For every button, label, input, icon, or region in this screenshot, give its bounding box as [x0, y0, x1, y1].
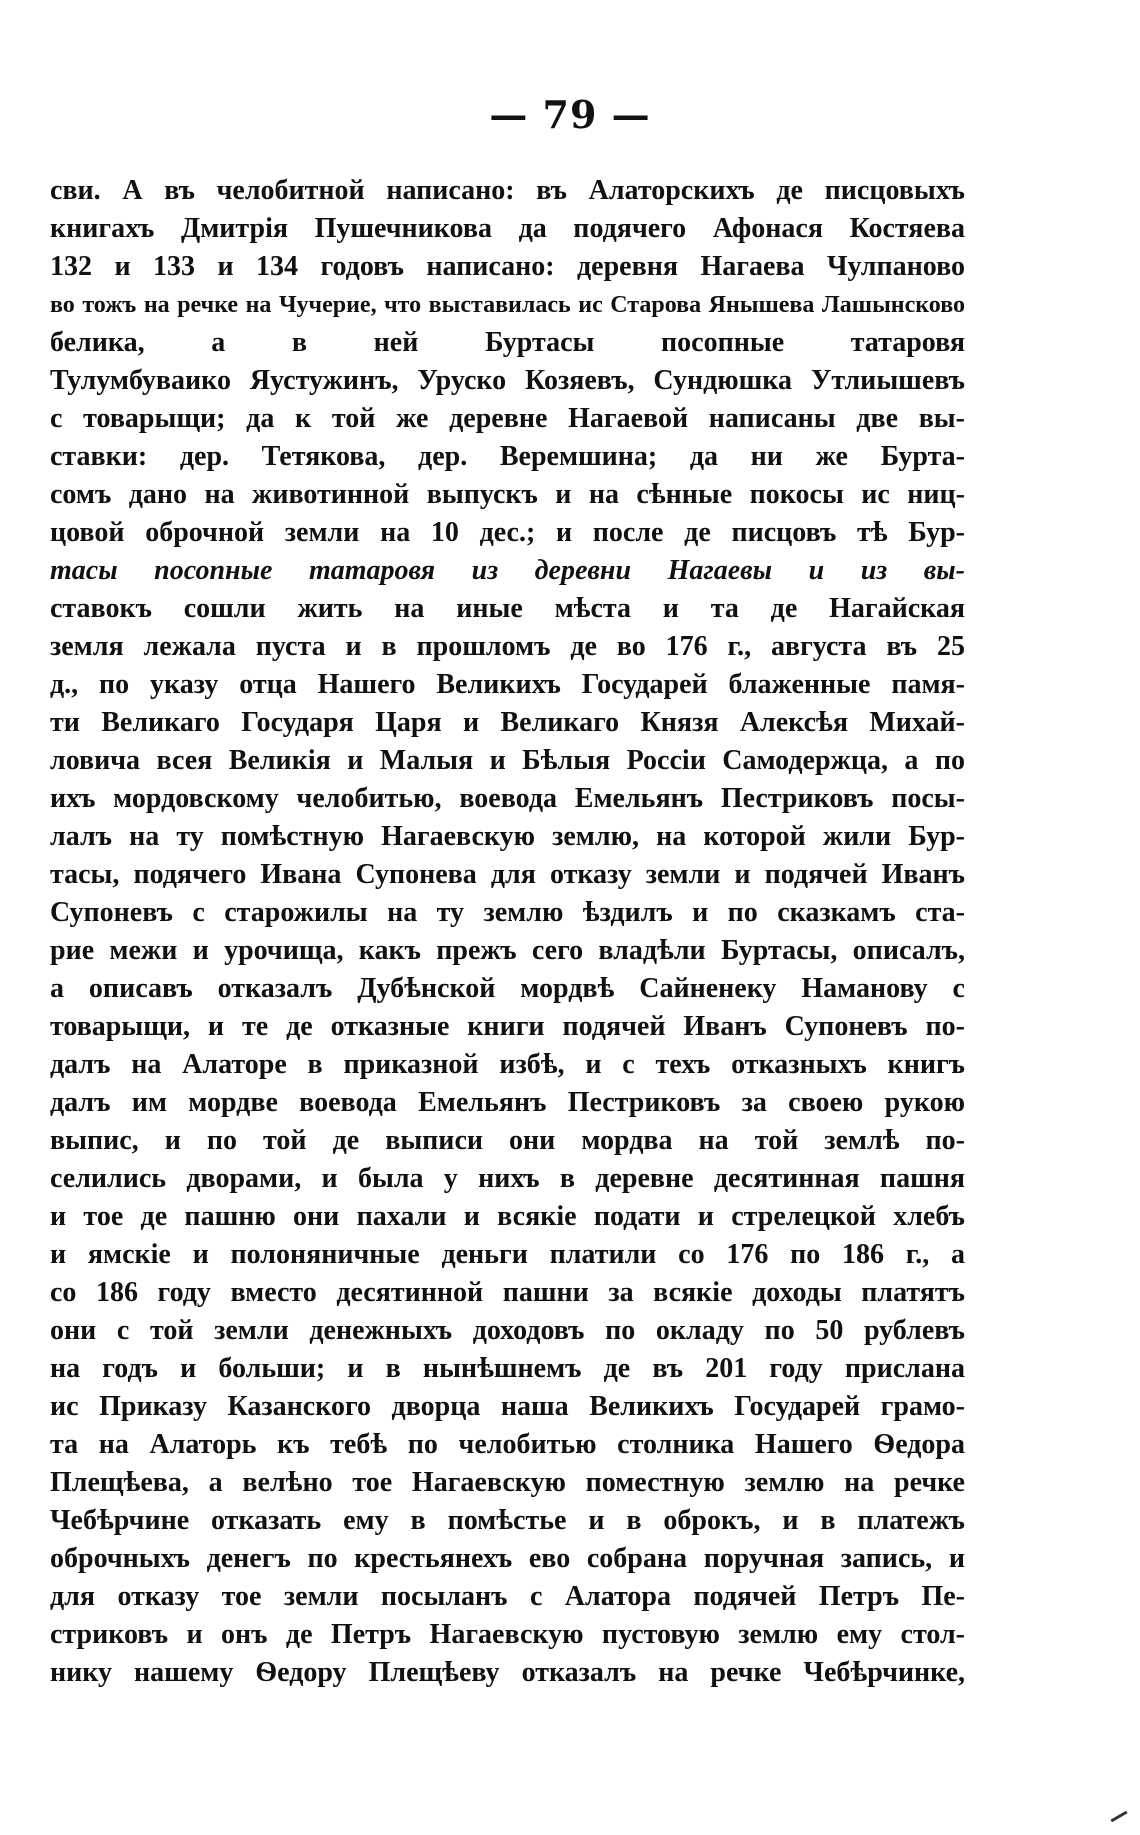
- text-line: стриковъ и онъ де Петръ Нагаевскую пустовую землю ему стол-: [50, 1619, 965, 1650]
- text-line: оброчныхъ денегъ по крестьянехъ ево собрана поручная запись, и: [50, 1543, 965, 1574]
- page-number: — 79 —: [489, 92, 651, 137]
- body-text: [50, 172, 965, 1692]
- text-line: ставокъ сошли жить на иные мѣста и та де Нагайская: [50, 593, 965, 624]
- text-line: и тое де пашню они пахали и всякіе подати и стрелецкой хлебъ: [50, 1201, 965, 1232]
- text-line: товарыщи, и те де отказные книги подячей Иванъ Супоневъ по-: [50, 1011, 965, 1042]
- text-line: селились дворами, и была у нихъ в деревне десятинная пашня: [50, 1163, 965, 1194]
- text-line: во тожъ на речке на Чучерие, что выставилась ис Старова Янышева Лашынсково: [50, 292, 965, 318]
- text-line: ти Великаго Государя Царя и Великаго Князя Алексѣя Михай-: [50, 707, 965, 738]
- text-line: они с той земли денежныхъ доходовъ по окладу по 50 рублевъ: [50, 1315, 965, 1346]
- text-line: а описавъ отказалъ Дубѣнской мордвѣ Сайненеку Наманову с: [50, 973, 965, 1004]
- text-line: Чебѣрчине отказать ему в помѣстье и в оброкъ, и в платежъ: [50, 1505, 965, 1536]
- text-line: 132 и 133 и 134 годовъ написано: деревня Нагаева Чулпаново: [50, 251, 965, 282]
- text-line: Супоневъ с старожилы на ту землю ѣздилъ и по сказкамъ ста-: [50, 897, 965, 928]
- text-line: рие межи и урочища, какъ прежъ сего владѣли Буртасы, описалъ,: [50, 935, 965, 966]
- text-line: цовой оброчной земли на 10 дес.; и после де писцовъ тѣ Бур-: [50, 517, 965, 548]
- text-line: нику нашему Ѳедору Плещѣеву отказалъ на речке Чебѣрчинке,: [50, 1657, 965, 1688]
- text-line: ихъ мордовскому челобитью, воевода Емельянъ Пестриковъ посы-: [50, 783, 965, 814]
- text-line: далъ на Алаторе в приказной избѣ, и с техъ отказныхъ книгъ: [50, 1049, 965, 1080]
- text-line: и ямскіе и полоняничные деньги платили со 176 по 186 г., а: [50, 1239, 965, 1270]
- text-line: Плещѣева, а велѣно тое Нагаевскую поместную землю на речке: [50, 1467, 965, 1498]
- text-line: тасы, подячего Ивана Супонева для отказу земли и подячей Иванъ: [50, 859, 965, 890]
- scan-mark: [1110, 1811, 1127, 1823]
- text-line: ловича всея Великія и Малыя и Бѣлыя Россіи Самодержца, а по: [50, 745, 965, 776]
- text-line: земля лежала пуста и в прошломъ де во 176 г., августа въ 25: [50, 631, 965, 662]
- text-line: лалъ на ту помѣстную Нагаевскую землю, на которой жили Бур-: [50, 821, 965, 852]
- text-line: ставки: дер. Тетякова, дер. Веремшина; да ни же Бурта-: [50, 441, 965, 472]
- text-line: сомъ дано на животинной выпускъ и на сѣнные покосы ис ниц-: [50, 479, 965, 510]
- text-line: для отказу тое земли посыланъ с Алатора подячей Петръ Пе-: [50, 1581, 965, 1612]
- text-line: выпис, и по той де выписи они мордва на той землѣ по-: [50, 1125, 965, 1156]
- text-line: на годъ и больши; и в нынѣшнемъ де въ 201 году прислана: [50, 1353, 965, 1384]
- text-line: Тулумбуваико Яустужинъ, Уруско Козяевъ, Сундюшка Утлиышевъ: [50, 365, 965, 396]
- text-line: белика, а в ней Буртасы посопные татаровя: [50, 327, 965, 358]
- text-line: тасы посопные татаровя из деревни Нагаевы и из вы-: [50, 555, 965, 586]
- text-line: далъ им мордве воевода Емельянъ Пестриковъ за своею рукою: [50, 1087, 965, 1118]
- text-line: с товарыщи; да к той же деревне Нагаевой написаны две вы-: [50, 403, 965, 434]
- text-line: книгахъ Дмитрія Пушечникова да подячего Афонася Костяева: [50, 213, 965, 244]
- text-line: д., по указу отца Нашего Великихъ Государей блаженные памя-: [50, 669, 965, 700]
- text-line: сви. А въ челобитной написано: въ Алаторскихъ де писцовыхъ: [50, 175, 965, 206]
- text-line: со 186 году вместо десятинной пашни за всякіе доходы платятъ: [50, 1277, 965, 1308]
- text-line: та на Алаторь къ тебѣ по челобитью столника Нашего Ѳедора: [50, 1429, 965, 1460]
- text-line: ис Приказу Казанского дворца наша Великихъ Государей грамо-: [50, 1391, 965, 1422]
